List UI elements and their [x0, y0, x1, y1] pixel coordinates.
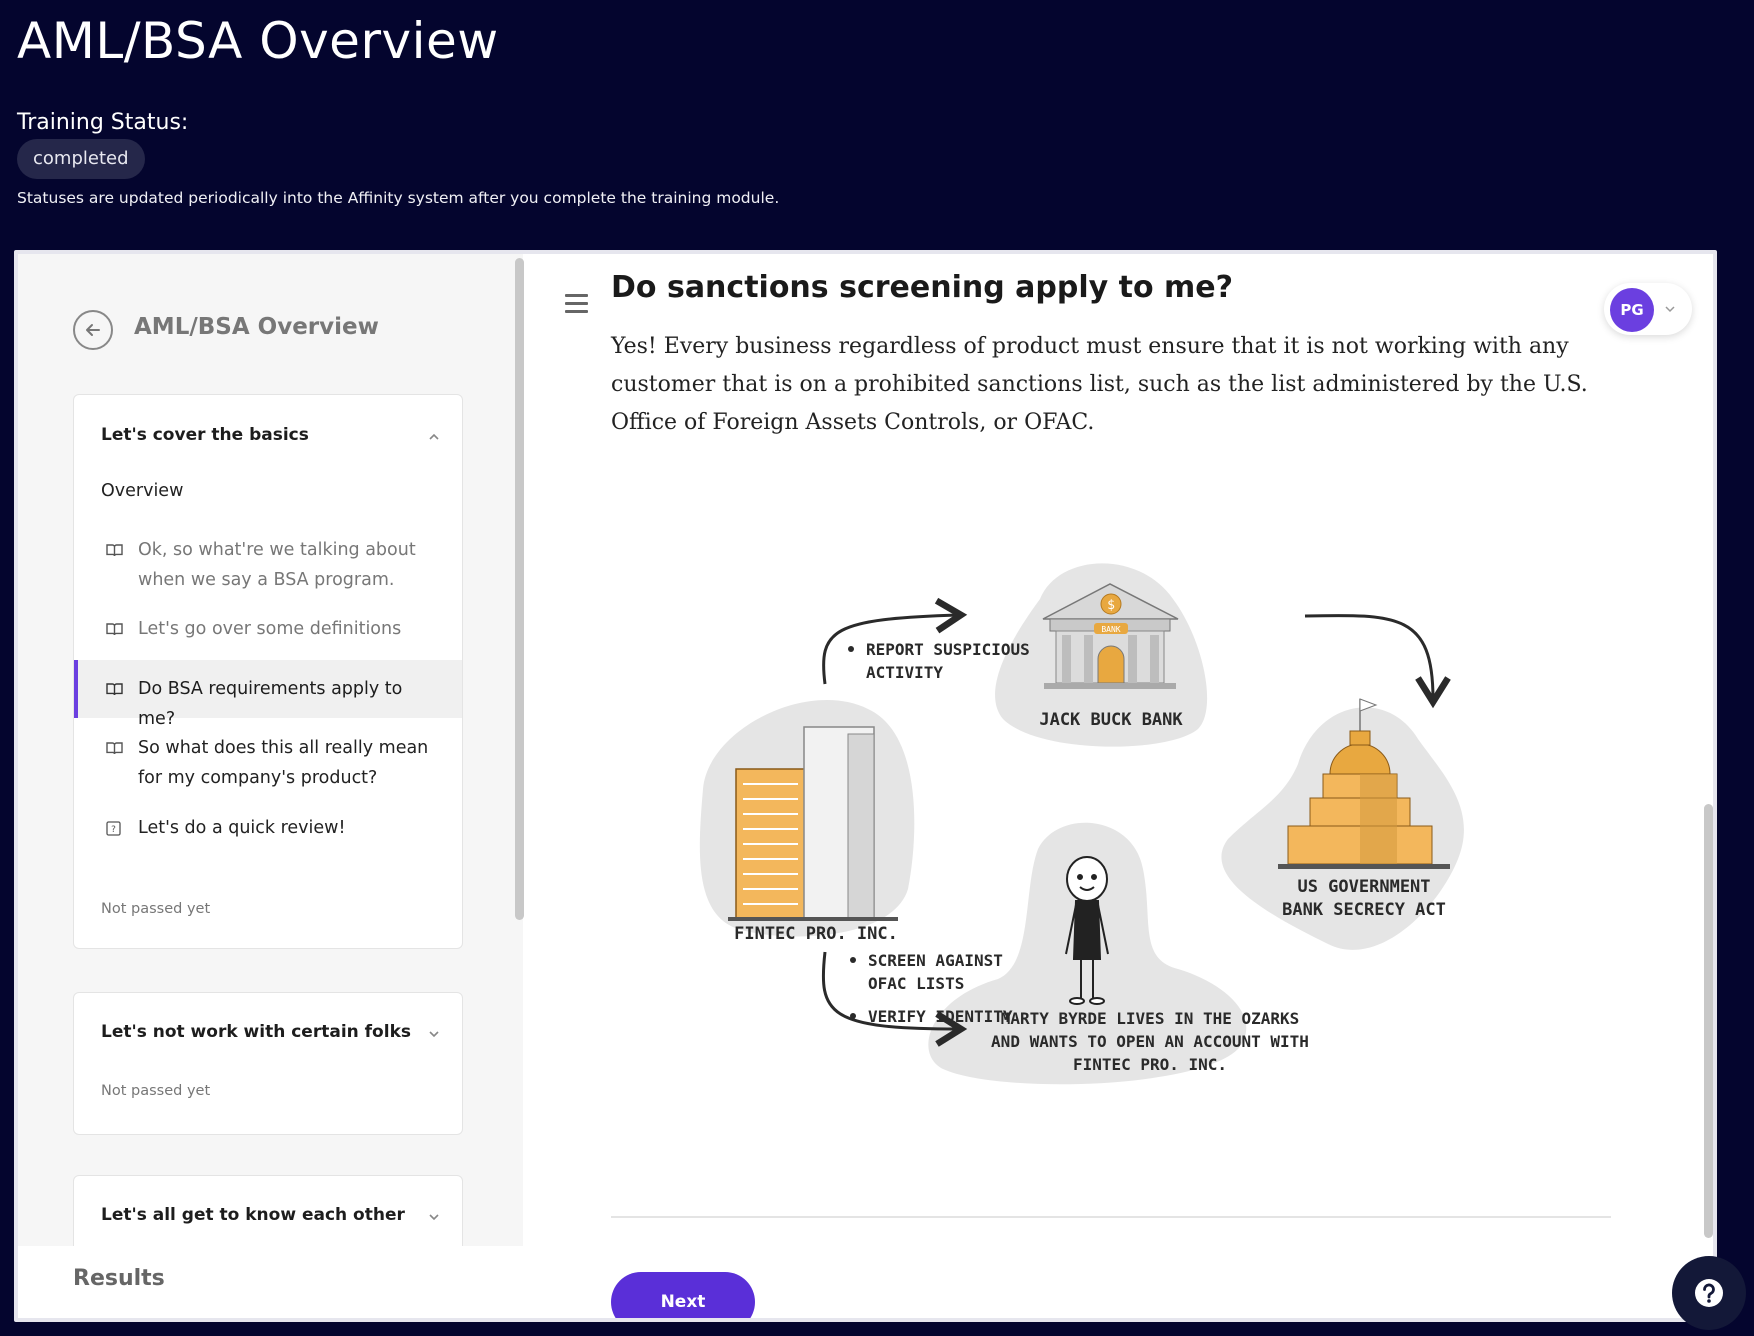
results-bar[interactable] — [18, 1246, 523, 1322]
book-icon — [106, 741, 123, 755]
lesson-item[interactable] — [74, 535, 462, 595]
verify-note: VERIFY IDENTITY — [868, 1007, 1013, 1026]
lesson-item[interactable] — [74, 733, 462, 793]
chevron-down-icon[interactable] — [428, 1211, 440, 1223]
fintech-label: FINTEC PRO. INC. — [734, 924, 898, 944]
lesson-body: Yes! Every business regardless of product must ensure that it is not working with any customer that is on a prohibited sanctions list, such as the list administered by the U.S. Office of Foreign Assets Controls, or OFAC. — [611, 334, 1588, 435]
help-button[interactable] — [1672, 1256, 1746, 1330]
marty-caption-line1: MARTY BYRDE LIVES IN THE OZARKS — [1000, 1009, 1300, 1028]
report-note-line2: ACTIVITY — [866, 663, 944, 682]
section-basics-title[interactable]: Let's cover the basics — [101, 425, 309, 445]
section-status: Not passed yet — [101, 1083, 211, 1099]
chevron-down-icon[interactable] — [428, 1028, 440, 1040]
screen-note-line1: SCREEN AGAINST — [868, 951, 1003, 970]
lesson-label: Let's do a quick review! — [138, 818, 346, 838]
section-certain-folks-title[interactable]: Let's not work with certain folks — [101, 1022, 411, 1042]
gov-label-line2: BANK SECRECY ACT — [1282, 900, 1446, 920]
course-frame — [14, 250, 1717, 1322]
menu-icon[interactable] — [565, 294, 588, 318]
chevron-down-icon — [1664, 303, 1676, 315]
content-divider — [611, 1216, 1611, 1218]
avatar: PG — [1610, 288, 1654, 332]
lesson-label: Ok, so what're we talking about when we say a BSA program. — [138, 540, 416, 590]
lesson-label: Let's go over some definitions — [138, 619, 402, 639]
back-button[interactable] — [73, 310, 113, 350]
book-icon — [106, 622, 123, 636]
arrow-left-icon — [83, 320, 103, 340]
svg-text:$: $ — [1107, 598, 1115, 613]
help-icon — [1693, 1277, 1725, 1309]
arrow-to-gov — [1305, 616, 1433, 699]
chevron-up-icon[interactable] — [428, 431, 440, 443]
book-icon — [106, 682, 123, 696]
user-menu[interactable] — [1604, 283, 1692, 335]
svg-text:BANK: BANK — [1101, 625, 1121, 634]
marty-caption-line2: AND WANTS TO OPEN AN ACCOUNT WITH — [991, 1032, 1309, 1051]
lesson-item[interactable] — [74, 813, 462, 843]
book-icon — [106, 543, 123, 557]
next-button[interactable]: Next — [611, 1272, 755, 1322]
content-scrollbar[interactable] — [1704, 804, 1713, 1238]
lesson-title: Do sanctions screening apply to me? — [611, 270, 1234, 305]
svg-text:?: ? — [111, 825, 116, 835]
lesson-label: Do BSA requirements apply to me? — [138, 679, 403, 729]
lesson-label: So what does this all really mean for my company's product? — [138, 738, 429, 788]
status-badge: completed — [17, 139, 145, 179]
section-know-each-other-title[interactable]: Let's all get to know each other — [101, 1205, 405, 1225]
results-label: Results — [73, 1266, 165, 1291]
marty-caption-line3: FINTEC PRO. INC. — [1072, 1055, 1228, 1074]
sidebar-title: AML/BSA Overview — [134, 314, 379, 340]
course-sidebar — [18, 254, 523, 1318]
bank-label: JACK BUCK BANK — [1039, 710, 1183, 730]
status-note: Statuses are updated periodically into the Affinity system after you complete the training module. — [17, 189, 780, 207]
section-certain-folks — [73, 992, 463, 1135]
lesson-item-active[interactable] — [74, 660, 462, 729]
quiz-icon — [106, 821, 121, 836]
section-basics — [73, 394, 463, 949]
gov-label-line1: US GOVERNMENT — [1297, 877, 1431, 897]
section-status: Not passed yet — [101, 901, 211, 917]
overview-link[interactable]: Overview — [101, 481, 184, 501]
sidebar-scrollbar[interactable] — [515, 258, 524, 920]
sanctions-flow-illustration — [698, 559, 1558, 1159]
page-title: AML/BSA Overview — [17, 12, 499, 70]
report-note-line1: REPORT SUSPICIOUS — [866, 640, 1030, 659]
screen-note-line2: OFAC LISTS — [868, 974, 965, 993]
lesson-item[interactable] — [74, 614, 462, 644]
training-status-label: Training Status: — [17, 110, 189, 135]
